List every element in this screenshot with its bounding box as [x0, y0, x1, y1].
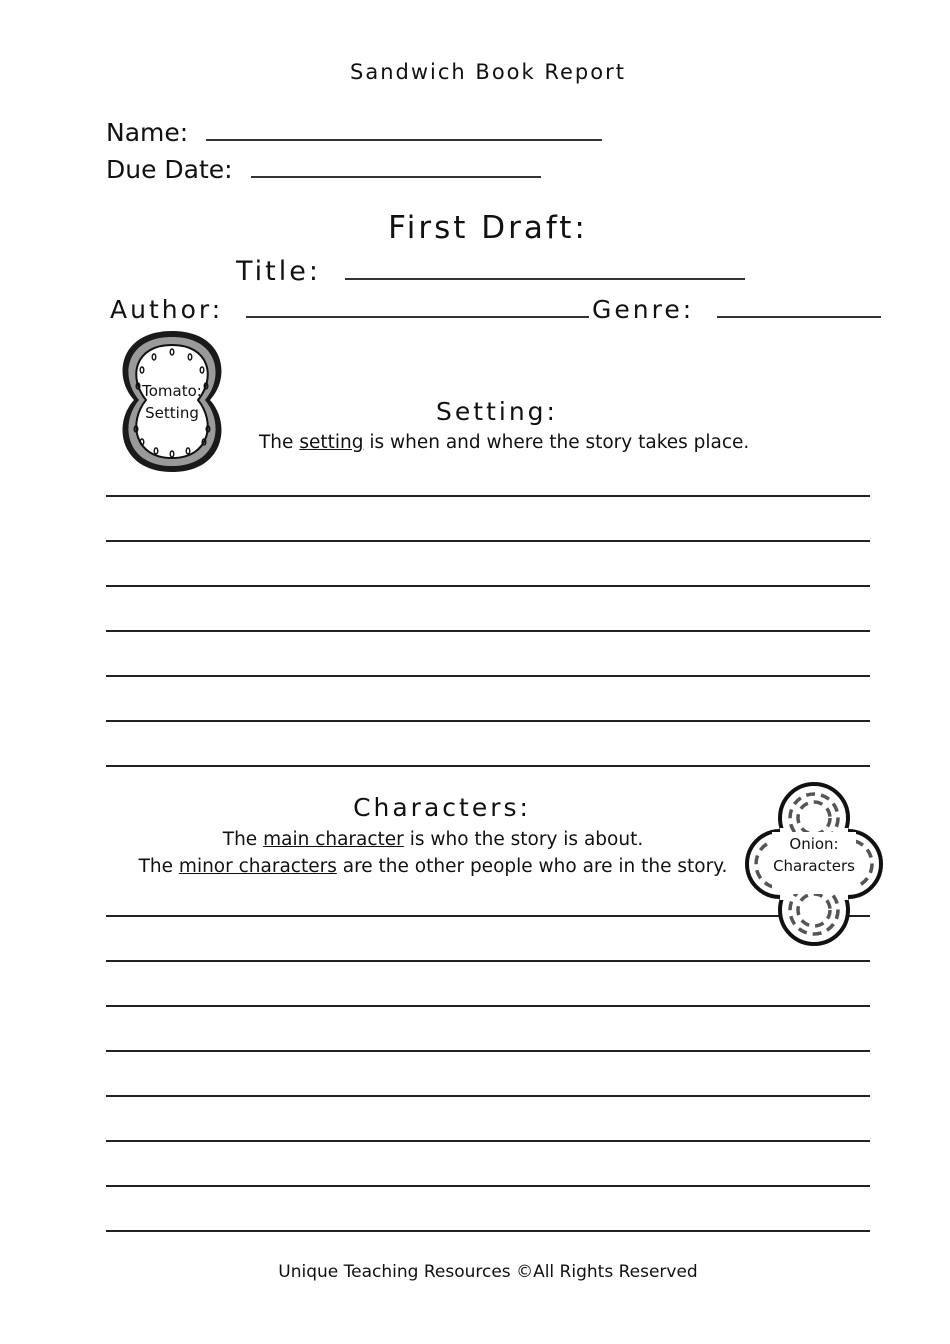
tomato-label-1: Tomato:: [142, 382, 202, 400]
setting-writing-line[interactable]: [106, 630, 870, 632]
name-label: Name:: [106, 118, 189, 147]
characters-writing-line[interactable]: [106, 1140, 870, 1142]
book-title-label: Title:: [236, 256, 321, 287]
footer-copyright: Unique Teaching Resources ©All Rights Reserved: [278, 1262, 698, 1282]
setting-writing-line[interactable]: [106, 675, 870, 677]
onion-label-1: Onion:: [789, 835, 839, 853]
author-blank[interactable]: [246, 302, 589, 318]
genre-field: [592, 295, 881, 324]
tomato-label-2: Setting: [145, 404, 199, 422]
onion-label-2: Characters: [773, 857, 855, 875]
main-desc-post: is who the story is about.: [409, 829, 644, 850]
genre-label: Genre:: [592, 295, 695, 324]
tomato-icon: [114, 326, 232, 478]
due-date-label: Due Date:: [106, 155, 233, 184]
name-blank[interactable]: [206, 125, 602, 141]
minor-desc-pre: The: [138, 856, 174, 877]
page-title: Sandwich Book Report: [350, 60, 626, 84]
characters-description-minor: [120, 856, 746, 877]
name-field: [106, 118, 602, 147]
characters-writing-line[interactable]: [106, 1050, 870, 1052]
characters-writing-line[interactable]: [106, 1185, 870, 1187]
setting-writing-line[interactable]: [106, 540, 870, 542]
characters-writing-line[interactable]: [106, 1005, 870, 1007]
due-date-blank[interactable]: [251, 162, 541, 178]
main-desc-pre: The: [222, 829, 258, 850]
setting-desc-pre: The: [259, 432, 294, 453]
book-title-field: [236, 256, 745, 287]
characters-writing-line[interactable]: [106, 1095, 870, 1097]
author-label: Author:: [110, 295, 224, 324]
minor-characters-term: minor characters: [178, 856, 337, 877]
setting-term: setting: [299, 432, 364, 453]
characters-description-main: [120, 829, 746, 850]
setting-writing-line[interactable]: [106, 495, 870, 497]
setting-desc-post: is when and where the story takes place.: [369, 432, 750, 453]
setting-heading: Setting:: [436, 397, 558, 426]
genre-blank[interactable]: [717, 302, 881, 318]
characters-writing-line[interactable]: [106, 960, 870, 962]
characters-heading: Characters:: [353, 793, 531, 822]
onion-icon: [744, 782, 884, 946]
characters-writing-line[interactable]: [106, 1230, 870, 1232]
book-title-blank[interactable]: [345, 264, 745, 280]
setting-writing-line[interactable]: [106, 765, 870, 767]
setting-writing-line[interactable]: [106, 720, 870, 722]
setting-description: [259, 432, 749, 453]
draft-heading: First Draft:: [388, 210, 588, 246]
author-field: [110, 295, 589, 324]
due-date-field: [106, 155, 541, 184]
minor-desc-post: are the other people who are in the story.: [342, 856, 728, 877]
main-character-term: main character: [263, 829, 404, 850]
setting-writing-line[interactable]: [106, 585, 870, 587]
